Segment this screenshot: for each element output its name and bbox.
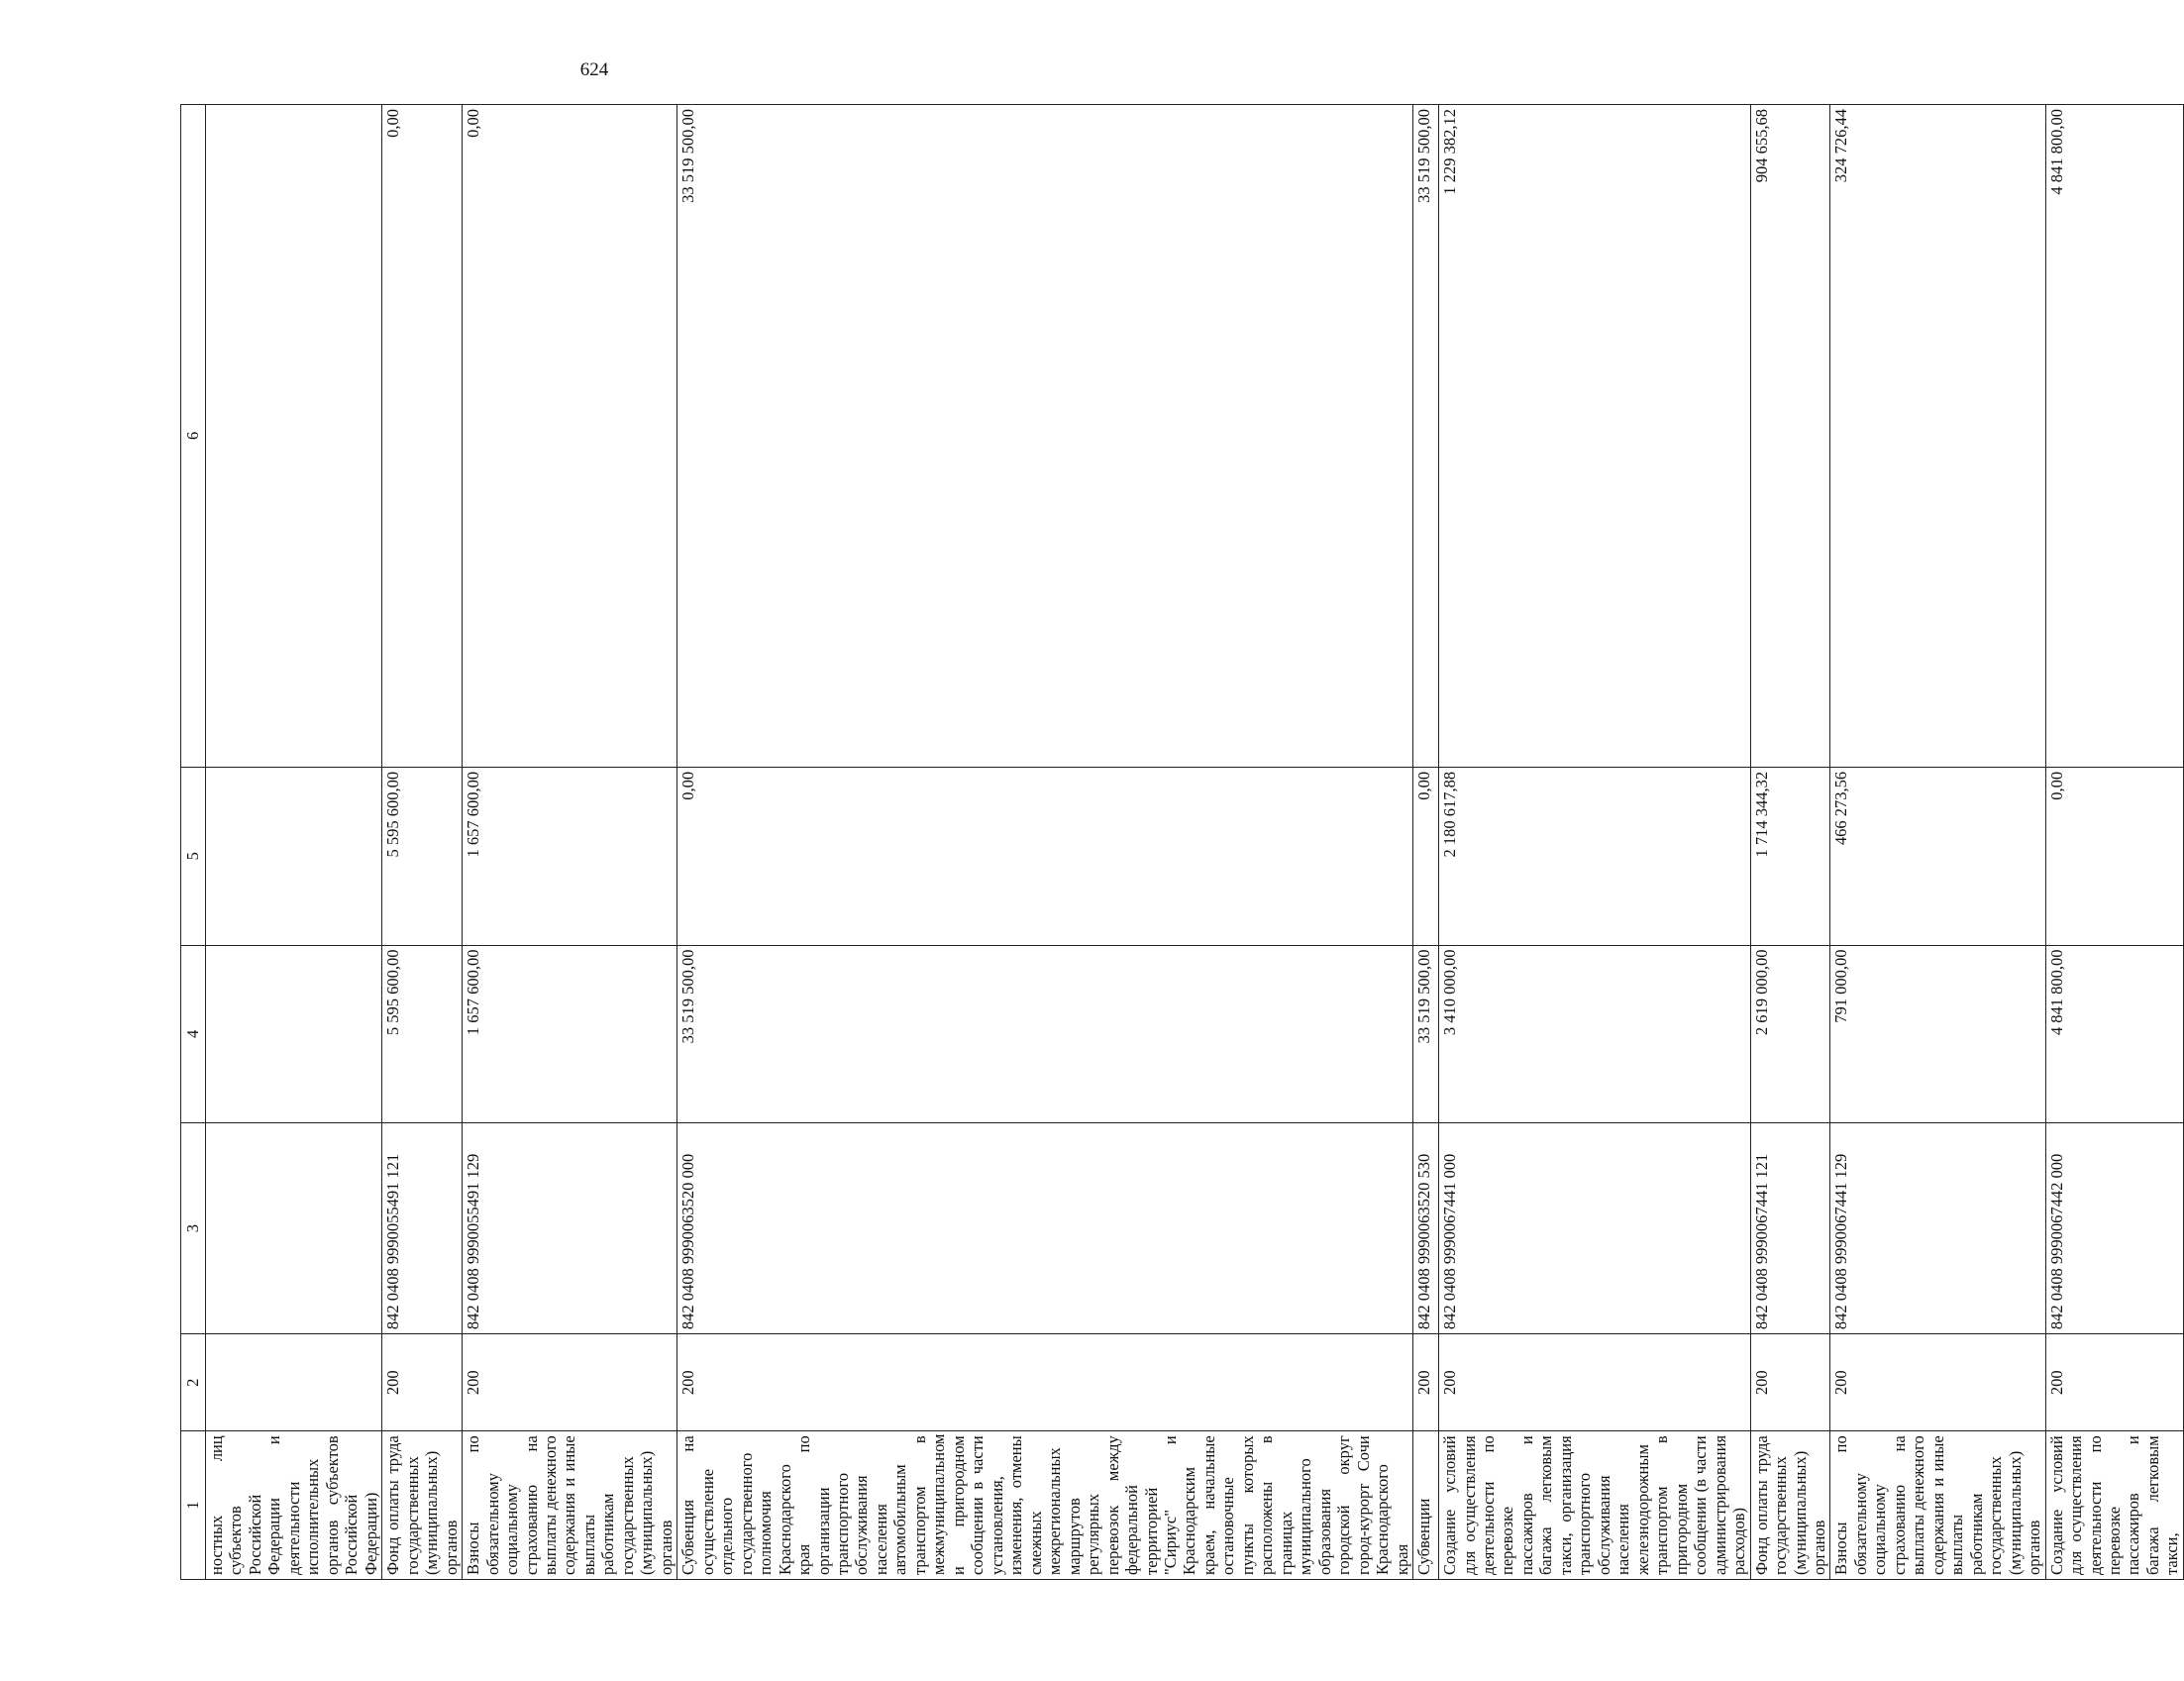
row-admin xyxy=(206,1334,382,1431)
row-value-4: 33 519 500,00 xyxy=(677,945,1413,1123)
row-value-4: 3 410 000,00 xyxy=(1439,945,1751,1123)
row-code: 842 0408 9990063520 000 xyxy=(677,1123,1413,1334)
row-value-5: 2 180 617,88 xyxy=(1439,767,1751,945)
row-value-5: 0,00 xyxy=(2045,767,2183,945)
table-row xyxy=(677,105,1413,1580)
row-value-5: 1 657 600,00 xyxy=(463,767,677,945)
row-value-4 xyxy=(206,945,382,1123)
row-value-4: 2 619 000,00 xyxy=(1750,945,1830,1123)
row-admin: 200 xyxy=(1750,1334,1830,1431)
table-row xyxy=(1830,105,2045,1580)
row-name: Взносы по обязательному социальному страхованию на выплаты денежного содержания и иные выплаты работникам государственных (муниципальных) органов xyxy=(463,1431,677,1580)
row-admin: 200 xyxy=(677,1334,1413,1431)
row-code xyxy=(206,1123,382,1334)
row-code: 842 0408 9990067441 129 xyxy=(1830,1123,2045,1334)
row-value-5: 1 714 344,32 xyxy=(1750,767,1830,945)
row-admin: 200 xyxy=(382,1334,463,1431)
row-value-6: 1 229 382,12 xyxy=(1439,105,1751,768)
row-value-5: 466 273,56 xyxy=(1830,767,2045,945)
row-value-5: 0,00 xyxy=(1413,767,1439,945)
table-row xyxy=(463,105,677,1580)
column-header: 2 xyxy=(181,1334,206,1431)
page-number: 624 xyxy=(579,59,609,80)
table-row xyxy=(2045,105,2183,1580)
row-value-6: 33 519 500,00 xyxy=(1413,105,1439,768)
row-value-4: 4 841 800,00 xyxy=(2045,945,2183,1123)
row-code: 842 0408 9990063520 530 xyxy=(1413,1123,1439,1334)
row-code: 842 0408 9990067441 121 xyxy=(1750,1123,1830,1334)
rotated-table-wrapper xyxy=(180,104,2182,1580)
row-value-4: 5 595 600,00 xyxy=(382,945,463,1123)
row-name: Фонд оплаты труда государственных (муниципальных) органов xyxy=(1750,1431,1830,1580)
row-value-4: 791 000,00 xyxy=(1830,945,2045,1123)
row-name: Фонд оплаты труда государственных (муниципальных) органов xyxy=(382,1431,463,1580)
row-code: 842 0408 9990067441 000 xyxy=(1439,1123,1751,1334)
row-name: Субвенции xyxy=(1413,1431,1439,1580)
row-value-6: 904 655,68 xyxy=(1750,105,1830,768)
row-admin: 200 xyxy=(1413,1334,1439,1431)
row-name: Создание условий для осуществления деятельности по перевозке пассажиров и багажа легковым такси, xyxy=(2045,1431,2183,1580)
row-value-6: 324 726,44 xyxy=(1830,105,2045,768)
row-admin: 200 xyxy=(463,1334,677,1431)
column-header: 4 xyxy=(181,945,206,1123)
column-header: 6 xyxy=(181,105,206,768)
budget-table xyxy=(180,104,2184,1580)
table-row xyxy=(1750,105,1830,1580)
row-value-6: 0,00 xyxy=(382,105,463,768)
row-code: 842 0408 9990055491 121 xyxy=(382,1123,463,1334)
column-header: 5 xyxy=(181,767,206,945)
row-admin: 200 xyxy=(1439,1334,1751,1431)
row-value-4: 33 519 500,00 xyxy=(1413,945,1439,1123)
row-name: Взносы по обязательному социальному страхованию на выплаты денежного содержания и иные выплаты работникам государственных (муниципальных) органов xyxy=(1830,1431,2045,1580)
row-name: Создание условий для осуществления деятельности по перевозке пассажиров и багажа легковым такси, организация транспортного обслуживания населения железнодорожным транспортом в пригородном сообщении (в части администрирования расходов) xyxy=(1439,1431,1751,1580)
header-row xyxy=(181,105,206,1580)
row-value-4: 1 657 600,00 xyxy=(463,945,677,1123)
column-header: 3 xyxy=(181,1123,206,1334)
row-value-5: 0,00 xyxy=(677,767,1413,945)
table-row xyxy=(382,105,463,1580)
row-admin: 200 xyxy=(2045,1334,2183,1431)
row-value-6: 33 519 500,00 xyxy=(677,105,1413,768)
row-value-5: 5 595 600,00 xyxy=(382,767,463,945)
row-value-6: 0,00 xyxy=(463,105,677,768)
row-code: 842 0408 9990055491 129 xyxy=(463,1123,677,1334)
row-code: 842 0408 9990067442 000 xyxy=(2045,1123,2183,1334)
table-row xyxy=(1413,105,1439,1580)
row-name: ностных лиц субъектов Российской Федерации и деятельности исполнительных органов субъектов Российской Федерации) xyxy=(206,1431,382,1580)
row-name: Субвенция на осуществление отдельного государственного полномочия Краснодарского края по организации транспортного обслуживания населения автомобильным транспортом в межмуниципальном и пригородном сообщении в части установления, изменения, отмены смежных межрегиональных маршрутов регулярных перевозок между федеральной территорией "Сириус" и Краснодарским краем, начальные остановочные пункты которых расположены в границах муниципального образования городской округ город-курорт Сочи Краснодарского края xyxy=(677,1431,1413,1580)
row-value-5 xyxy=(206,767,382,945)
row-value-6 xyxy=(206,105,382,768)
table-row xyxy=(1439,105,1751,1580)
column-header: 1 xyxy=(181,1431,206,1580)
row-admin: 200 xyxy=(1830,1334,2045,1431)
row-value-6: 4 841 800,00 xyxy=(2045,105,2183,768)
table-row xyxy=(206,105,382,1580)
